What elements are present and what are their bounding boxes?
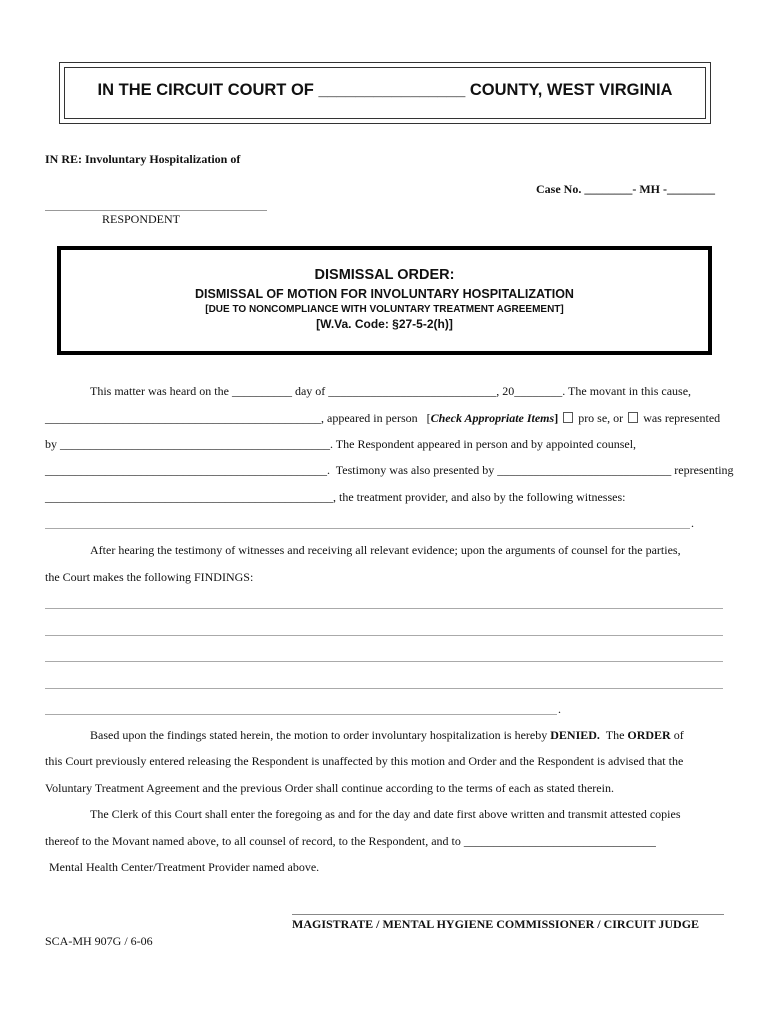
witnesses-line[interactable] — [45, 528, 690, 529]
respondent-label: RESPONDENT — [102, 212, 181, 226]
treatment-provider-line[interactable]: ________________________________________________, the treatment provider, and also by the following witnesses: — [45, 490, 626, 504]
findings-line[interactable] — [45, 714, 557, 715]
statute-citation: [W.Va. Code: §27-5-2(h)] — [316, 317, 453, 331]
findings-line[interactable] — [45, 661, 723, 662]
ruling-line-3: Voluntary Treatment Agreement and the previous Order shall continue according to the terms of each as stated therein. — [45, 781, 614, 795]
respondent-name-line[interactable] — [45, 210, 267, 211]
movant-line[interactable]: ______________________________________________, appeared in person [Check Appropriate Items] pro se, or was represented — [45, 411, 721, 425]
testimony-line[interactable]: _______________________________________________. Testimony was also presented by _____________________________ representing — [45, 463, 734, 477]
findings-line[interactable] — [45, 688, 723, 689]
ruling-line-2: this Court previously entered releasing the Respondent is unaffected by this motion and Order and the Respondent is advised that the — [45, 754, 684, 768]
witnesses-period: . — [691, 516, 694, 530]
findings-line[interactable] — [45, 608, 723, 609]
hearing-date-line[interactable]: This matter was heard on the __________ day of ____________________________, 20________. The movant in this cause, — [90, 384, 692, 398]
findings-heading: the Court makes the following FINDINGS: — [45, 570, 254, 584]
treatment-provider-note: Mental Health Center/Treatment Provider named above. — [49, 860, 320, 874]
pro-se-checkbox[interactable] — [563, 412, 573, 423]
represented-checkbox[interactable] — [628, 412, 638, 423]
clerk-instruction-line: The Clerk of this Court shall enter the foregoing as and for the day and date first above written and transmit attested copies — [90, 807, 681, 821]
distribution-line[interactable]: thereof to the Movant named above, to all counsel of record, to the Respondent, and to ________________________________ — [45, 834, 656, 848]
signature-title: MAGISTRATE / MENTAL HYGIENE COMMISSIONER / CIRCUIT JUDGE — [292, 917, 700, 931]
signature-line[interactable] — [292, 914, 724, 915]
order-reason: [DUE TO NONCOMPLIANCE WITH VOLUNTARY TREATMENT AGREEMENT] — [205, 304, 564, 315]
order-title: DISMISSAL ORDER: — [314, 267, 455, 283]
order-subtitle: DISMISSAL OF MOTION FOR INVOLUNTARY HOSPITALIZATION — [195, 287, 574, 301]
findings-period: . — [558, 702, 561, 716]
in-re-caption: IN RE: Involuntary Hospitalization of — [45, 152, 241, 166]
findings-line[interactable] — [45, 635, 723, 636]
findings-intro-line: After hearing the testimony of witnesses and receiving all relevant evidence; upon the arguments of counsel for the parties, — [90, 543, 681, 557]
movant-counsel-line[interactable]: by _____________________________________________. The Respondent appeared in person and by appointed counsel, — [45, 437, 637, 451]
form-id: SCA-MH 907G / 6-06 — [45, 934, 153, 948]
case-number-field[interactable]: Case No. ________- MH -________ — [536, 182, 715, 196]
county-blank[interactable]: ________________ — [318, 81, 466, 99]
ruling-line: Based upon the findings stated herein, the motion to order involuntary hospitalization is hereby DENIED. The ORDER of — [90, 728, 684, 742]
court-title: IN THE CIRCUIT COURT OF ________________ COUNTY, WEST VIRGINIA — [97, 81, 673, 99]
